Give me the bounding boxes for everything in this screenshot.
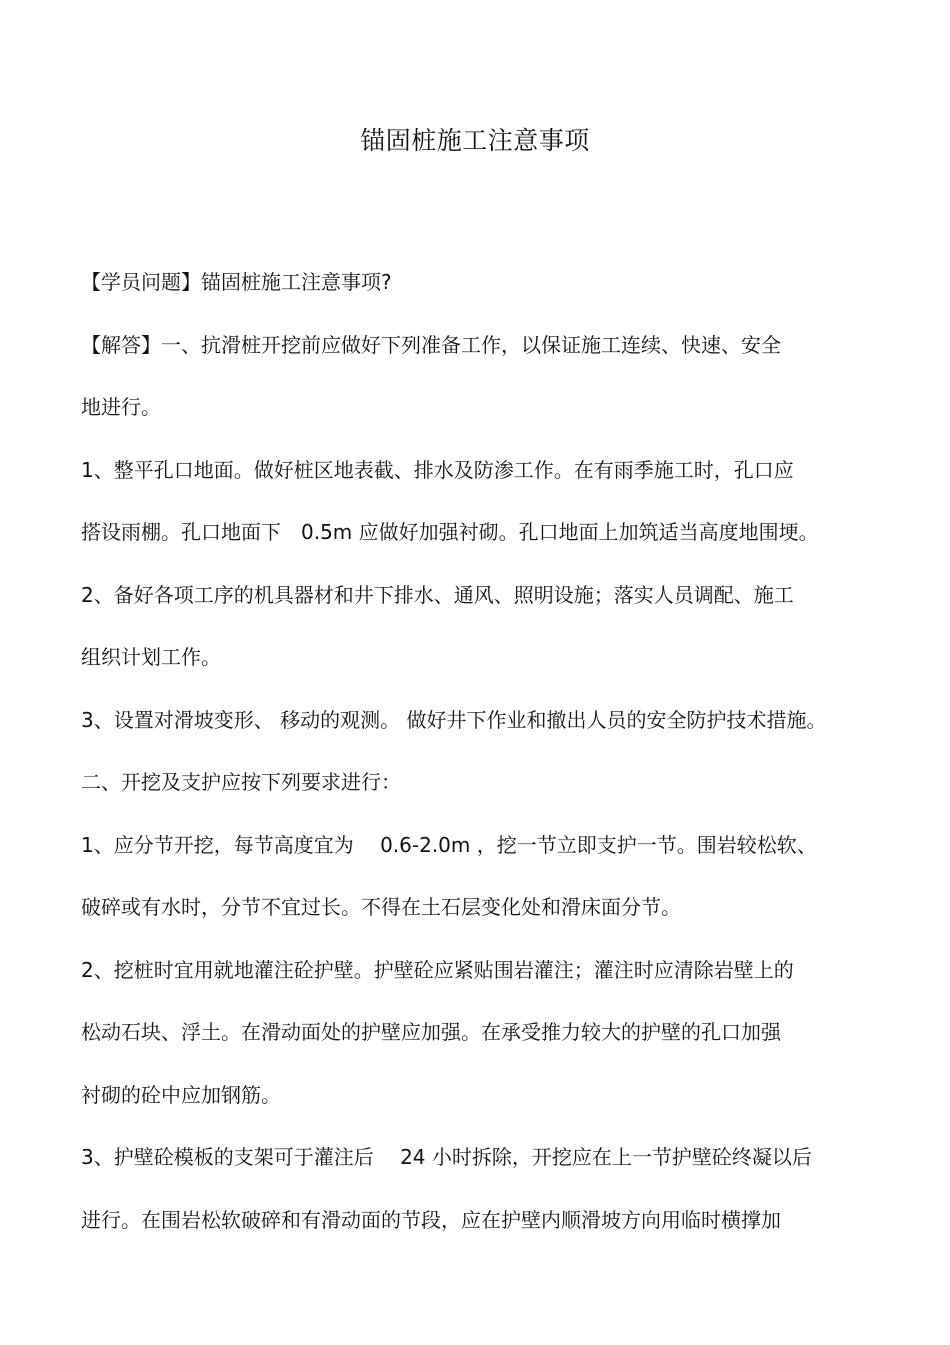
document-title: 锚固桩施工注意事项 xyxy=(360,126,590,155)
section-heading: 二、开挖及支护应按下列要求进行： xyxy=(81,770,401,794)
answer-line-2: 地进行。 xyxy=(81,395,161,419)
paragraph-line: 进行。在围岩松软破碎和有滑动面的节段，应在护壁内顺滑坡方向用临时横撑加 xyxy=(81,1208,781,1232)
paragraph-line: 2、备好各项工序的机具器材和井下排水、通风、照明设施；落实人员调配、施工 xyxy=(81,583,794,607)
paragraph-line: 衬砌的砼中应加钢筋。 xyxy=(81,1083,281,1107)
answer-line-1: 【解答】一、抗滑桩开挖前应做好下列准备工作，以保证施工连续、快速、安全 xyxy=(81,333,781,357)
paragraph-line: 松动石块、浮土。在滑动面处的护壁应加强。在承受推力较大的护壁的孔口加强 xyxy=(81,1020,781,1044)
paragraph-line: 搭设雨棚。孔口地面下 0.5m 应做好加强衬砌。孔口地面上加筑适当高度地围埂。 xyxy=(81,520,819,544)
paragraph-line: 3、护壁砼模板的支架可于灌注后 24 小时拆除，开挖应在上一节护壁砼终凝以后 xyxy=(81,1145,812,1169)
paragraph-line: 破碎或有水时，分节不宜过长。不得在土石层变化处和滑床面分节。 xyxy=(81,895,681,919)
paragraph-line: 3、设置对滑坡变形、 移动的观测。 做好井下作业和撤出人员的安全防护技术措施。 xyxy=(81,708,827,732)
question-line: 【学员问题】锚固桩施工注意事项? xyxy=(81,270,392,294)
paragraph-line: 1、应分节开挖，每节高度宜为 0.6-2.0m ，挖一节立即支护一节。围岩较松软、 xyxy=(81,833,817,857)
paragraph-line: 组织计划工作。 xyxy=(81,645,221,669)
paragraph-line: 1、整平孔口地面。做好桩区地表截、排水及防渗工作。在有雨季施工时，孔口应 xyxy=(81,458,794,482)
paragraph-line: 2、挖桩时宜用就地灌注砼护壁。护壁砼应紧贴围岩灌注；灌注时应清除岩壁上的 xyxy=(81,958,794,982)
